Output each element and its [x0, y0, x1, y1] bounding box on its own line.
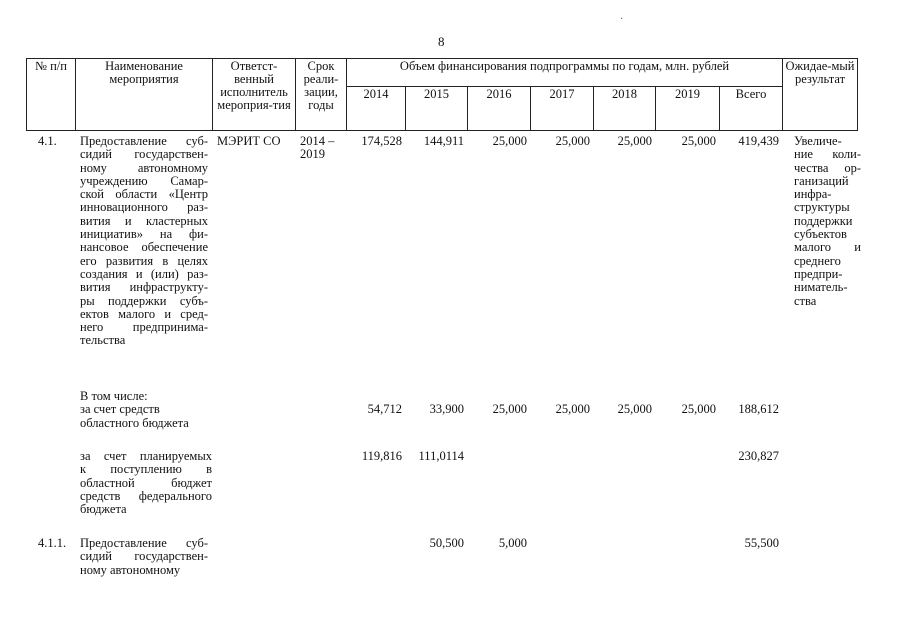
row-4-1-result-line: ства: [794, 293, 817, 308]
incl-federal-line: за счет планируемых: [80, 449, 212, 463]
row-4-1-1-name: [80, 537, 208, 577]
year-2017: 2017: [531, 87, 594, 131]
year-2019: 2019: [656, 87, 720, 131]
table-header: [26, 58, 858, 131]
row-4-1-result-line: поддержки: [794, 213, 853, 228]
row-4-1-name-line: создания и (или) раз-: [80, 266, 208, 281]
row-4-1-1-name-line: ному автономному: [80, 562, 181, 577]
row-4-1-name-line: ской области «Центр: [80, 187, 208, 202]
row-4-1-result-line: структуры: [794, 200, 850, 215]
row-4-1-1-name-line: сидий государствен-: [80, 549, 208, 564]
incl-federal-line: бюджета: [80, 502, 127, 517]
row-4-1-name-line: ры поддержки субъ-: [80, 293, 208, 308]
incl-federal-line: средств федерального: [80, 488, 212, 503]
value-cell: 5,000: [498, 536, 527, 550]
year-total: Всего: [720, 87, 783, 131]
incl-regional-label: [80, 390, 220, 430]
row-4-1-1-num: 4.1.1.: [38, 536, 67, 550]
row-4-1-term-line: 2014 –: [300, 134, 335, 148]
row-4-1-result-line: инфра-: [794, 187, 832, 202]
row-4-1-term: [300, 135, 342, 162]
incl-regional-line: В том числе:: [80, 389, 148, 403]
row-4-1-result-line: среднего: [794, 253, 841, 268]
row-4-1-name-line: инновационного раз-: [80, 200, 208, 215]
row-4-1-result-line: малого и: [794, 240, 861, 255]
incl-federal-label: [80, 450, 212, 516]
incl-federal-line: к поступлению в: [80, 462, 212, 477]
row-4-1-name-line: нансовое обеспечение: [80, 240, 208, 255]
row-4-1-result-line: субъектов: [794, 227, 847, 242]
row-4-1-name-line: учреждению Самар-: [80, 173, 208, 188]
value-cell: 25,000: [555, 402, 590, 416]
row-4-1-name-line: ектов малого и сред-: [80, 306, 208, 321]
incl-regional-line: за счет средств: [80, 402, 160, 417]
row-4-1-executor: МЭРИТ СО: [217, 134, 281, 148]
row-4-1-term-line: 2019: [300, 147, 325, 162]
value-cell: 25,000: [492, 134, 527, 148]
header-executor: Ответст-венный исполнитель мероприя-тия: [213, 59, 296, 131]
value-cell: 119,816: [361, 449, 402, 463]
value-cell: 25,000: [492, 402, 527, 416]
header-funding-title: Объем финансирования подпрограммы по годам, млн. рублей: [347, 59, 783, 87]
value-cell: 25,000: [555, 134, 590, 148]
row-4-1-result-line: Увеличе-: [794, 134, 842, 148]
value-cell: 25,000: [681, 402, 716, 416]
row-4-1-name-line: инициатив» на фи-: [80, 227, 208, 242]
row-4-1-name: [80, 135, 208, 348]
row-4-1-result: [794, 135, 861, 308]
value-cell: 25,000: [617, 134, 652, 148]
year-2014: 2014: [347, 87, 406, 131]
value-cell: 54,712: [367, 402, 402, 416]
row-4-1-name-line: него предпринима-: [80, 320, 208, 335]
row-4-1-name-line: вития инфраструкту-: [80, 280, 208, 295]
row-4-1-result-line: предпри-: [794, 266, 843, 281]
header-term: Срок реали-зации, годы: [296, 59, 347, 131]
row-4-1-name-line: тельства: [80, 333, 126, 348]
value-cell: 111,0114: [418, 449, 464, 463]
row-4-1-name-line: сидий государствен-: [80, 147, 208, 162]
row-4-1-num: 4.1.: [38, 134, 57, 148]
incl-federal-line: областной бюджет: [80, 475, 212, 490]
value-cell: 419,439: [738, 134, 779, 148]
row-4-1-result-line: ние коли-: [794, 147, 861, 162]
value-cell: 174,528: [361, 134, 402, 148]
value-cell: 50,500: [429, 536, 464, 550]
row-4-1-name-line: Предоставление суб-: [80, 134, 208, 148]
row-4-1-result-line: ганизаций: [794, 173, 849, 188]
year-2018: 2018: [594, 87, 656, 131]
value-cell: 55,500: [744, 536, 779, 550]
row-4-1-result-line: чества ор-: [794, 160, 861, 175]
value-cell: 25,000: [681, 134, 716, 148]
year-2015: 2015: [406, 87, 468, 131]
value-cell: 230,827: [738, 449, 779, 463]
value-cell: 25,000: [617, 402, 652, 416]
incl-regional-line: областного бюджета: [80, 415, 189, 430]
row-4-1-name-line: вития и кластерных: [80, 213, 208, 228]
scan-speck: ·: [620, 14, 624, 25]
row-4-1-1-name-line: Предоставление суб-: [80, 536, 208, 550]
page-number: 8: [438, 34, 445, 49]
header-name: Наименование мероприятия: [76, 59, 213, 131]
value-cell: 144,911: [423, 134, 464, 148]
header-result: Ожидае-мый результат: [783, 59, 858, 131]
row-4-1-name-line: ному автономному: [80, 160, 208, 175]
year-2016: 2016: [468, 87, 531, 131]
value-cell: 188,612: [738, 402, 779, 416]
header-num: № п/п: [27, 59, 76, 131]
value-cell: 33,900: [429, 402, 464, 416]
row-4-1-result-line: ниматель-: [794, 280, 848, 295]
row-4-1-name-line: его развития в целях: [80, 253, 208, 268]
